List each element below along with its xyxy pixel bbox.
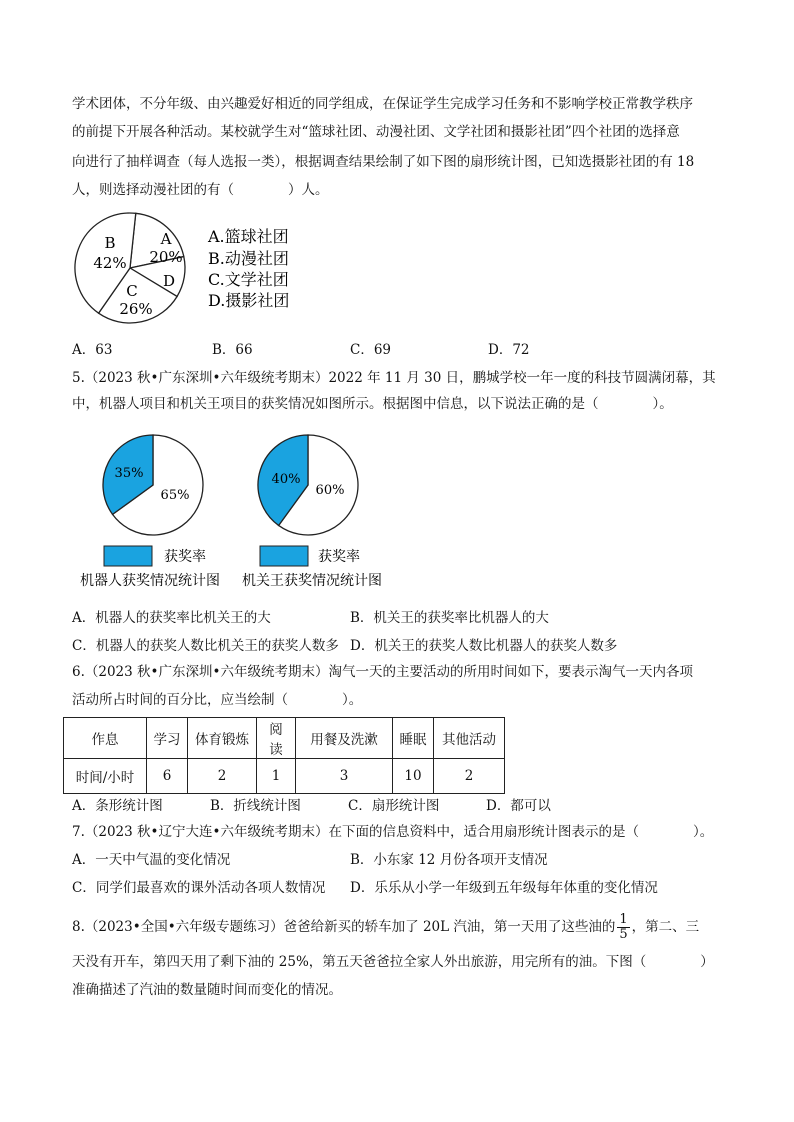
table-cell: 10 — [393, 759, 434, 794]
q7-text-line: 7.（2023 秋•辽宁大连•六年级统考期末）在下面的信息资料中，适合用扇形统计图表示的是（ ）。 — [72, 824, 714, 840]
club-slice-label-b: B — [104, 234, 116, 252]
club-legend-d: D.摄影社团 — [208, 291, 290, 310]
robot-pie-rest-label: 65% — [160, 488, 190, 503]
q6-text-line-1: 6.（2023 秋•广东深圳•六年级统考期末）淘气一天的主要活动的所用时间如下，要表示淘气一天内各项 — [72, 664, 693, 680]
jiguanwang-pie-rest-label: 60% — [315, 483, 345, 498]
q6-option-b[interactable]: B．折线统计图 — [210, 798, 301, 814]
table-header-cell: 用餐及洗漱 — [296, 718, 393, 759]
q5-option-b[interactable]: B．机关王的获奖率比机器人的大 — [350, 610, 549, 626]
table-cell: 时间/小时 — [64, 759, 147, 794]
club-slice-value-c: 26% — [119, 300, 153, 318]
q7-option-c[interactable]: C．同学们最喜欢的课外活动各项人数情况 — [72, 880, 326, 896]
q6-option-c[interactable]: C．扇形统计图 — [348, 798, 440, 814]
q6-option-a[interactable]: A．条形统计图 — [72, 798, 163, 814]
club-slice-label-d: D — [162, 272, 176, 290]
q4-text-line-1: 学术团体，不分年级、由兴趣爱好相近的同学组成，在保证学生完成学习任务和不影响学校正常教学秩序 — [72, 96, 693, 112]
q6-option-d[interactable]: D．都可以 — [486, 798, 551, 814]
jiguanwang-pie-award-label: 40% — [271, 472, 301, 487]
jiguanwang-legend-swatch — [260, 546, 308, 566]
table-header-cell: 阅读 — [257, 718, 296, 759]
q5-option-d[interactable]: D．机关王的获奖人数比机器人的获奖人数多 — [350, 638, 618, 654]
q4-text-line-2: 的前提下开展各种活动。某校就学生对“篮球社团、动漫社团、文学社团和摄影社团”四个社团的选择意 — [72, 124, 680, 140]
table-header-cell: 体育锻炼 — [188, 718, 257, 759]
robot-pie-award-label: 35% — [114, 466, 144, 481]
table-header-cell: 睡眠 — [393, 718, 434, 759]
award-pie-charts — [72, 428, 402, 593]
q5-text-line-1: 5.（2023 秋•广东深圳•六年级统考期末）2022 年 11 月 30 日，鹏城学校一年一度的科技节圆满闭幕，其 — [72, 370, 716, 386]
fraction-numerator: 1 — [619, 912, 628, 927]
jiguanwang-chart-title: 机关王获奖情况统计图 — [242, 573, 382, 589]
q7-option-b[interactable]: B．小东家 12 月份各项开支情况 — [350, 852, 548, 868]
club-pie-chart — [72, 210, 312, 330]
table-header-row — [64, 718, 505, 759]
q7-option-a[interactable]: A．一天中气温的变化情况 — [72, 852, 231, 868]
club-slice-value-a: 20% — [149, 248, 183, 266]
table-cell: 2 — [434, 759, 505, 794]
q6-text-line-2: 活动所占时间的百分比，应当绘制（ ）。 — [72, 692, 363, 708]
q4-text-line-4: 人，则选择动漫社团的有（ ）人。 — [72, 182, 329, 198]
q7-option-d[interactable]: D．乐乐从小学一年级到五年级每年体重的变化情况 — [350, 880, 658, 896]
club-slice-value-b: 42% — [93, 254, 127, 272]
q8-text-line-1-end: ，第二、三 — [631, 919, 700, 935]
q8-text-line-3: 准确描述了汽油的数量随时间而变化的情况。 — [72, 982, 342, 998]
q8-text-line-2: 天没有开车，第四天用了剩下油的 25%，第五天爸爸拉全家人外出旅游，用完所有的油。下图（ ） — [72, 954, 714, 970]
q4-text-line-3: 向进行了抽样调查（每人选报一类），根据调查结果绘制了如下图的扇形统计图，已知选摄影社团的有 18 — [72, 154, 695, 170]
club-slice-label-a: A — [160, 230, 172, 248]
jiguanwang-legend-label: 获奖率 — [318, 549, 360, 565]
robot-chart-title: 机器人获奖情况统计图 — [80, 573, 220, 589]
q5-option-a[interactable]: A．机器人的获奖率比机关王的大 — [72, 610, 271, 626]
robot-legend-swatch — [104, 546, 152, 566]
table-cell: 2 — [188, 759, 257, 794]
robot-pie — [103, 435, 203, 535]
table-cell: 3 — [296, 759, 393, 794]
club-legend-b: B.动漫社团 — [208, 249, 289, 268]
club-legend-a: A.篮球社团 — [208, 227, 289, 246]
q4-option-b[interactable]: B．66 — [212, 342, 253, 358]
table-header-cell: 作息 — [64, 718, 147, 759]
q4-option-d[interactable]: D．72 — [488, 342, 530, 358]
robot-legend-label: 获奖率 — [164, 549, 206, 565]
table-header-cell: 学习 — [147, 718, 188, 759]
q8-text-line-1 — [72, 910, 699, 944]
table-cell: 1 — [257, 759, 296, 794]
q4-option-c[interactable]: C．69 — [350, 342, 392, 358]
fraction-one-fifth — [617, 913, 629, 942]
table-cell: 6 — [147, 759, 188, 794]
club-legend-c: C.文学社团 — [208, 270, 289, 289]
q5-text-line-2: 中，机器人项目和机关王项目的获奖情况如图所示。根据图中信息，以下说法正确的是（ ）。 — [72, 396, 673, 412]
q5-option-c[interactable]: C．机器人的获奖人数比机关王的获奖人数多 — [72, 638, 339, 654]
club-slice-label-c: C — [126, 282, 138, 300]
q8-text-line-1-start: 8.（2023•全国•六年级专题练习）爸爸给新买的轿车加了 20L 汽油，第一天用了这些油的 — [72, 919, 616, 935]
activity-time-table — [63, 717, 505, 794]
fraction-denominator: 5 — [619, 927, 628, 942]
table-row — [64, 759, 505, 794]
table-header-cell: 其他活动 — [434, 718, 505, 759]
q4-option-a[interactable]: A．63 — [72, 342, 113, 358]
